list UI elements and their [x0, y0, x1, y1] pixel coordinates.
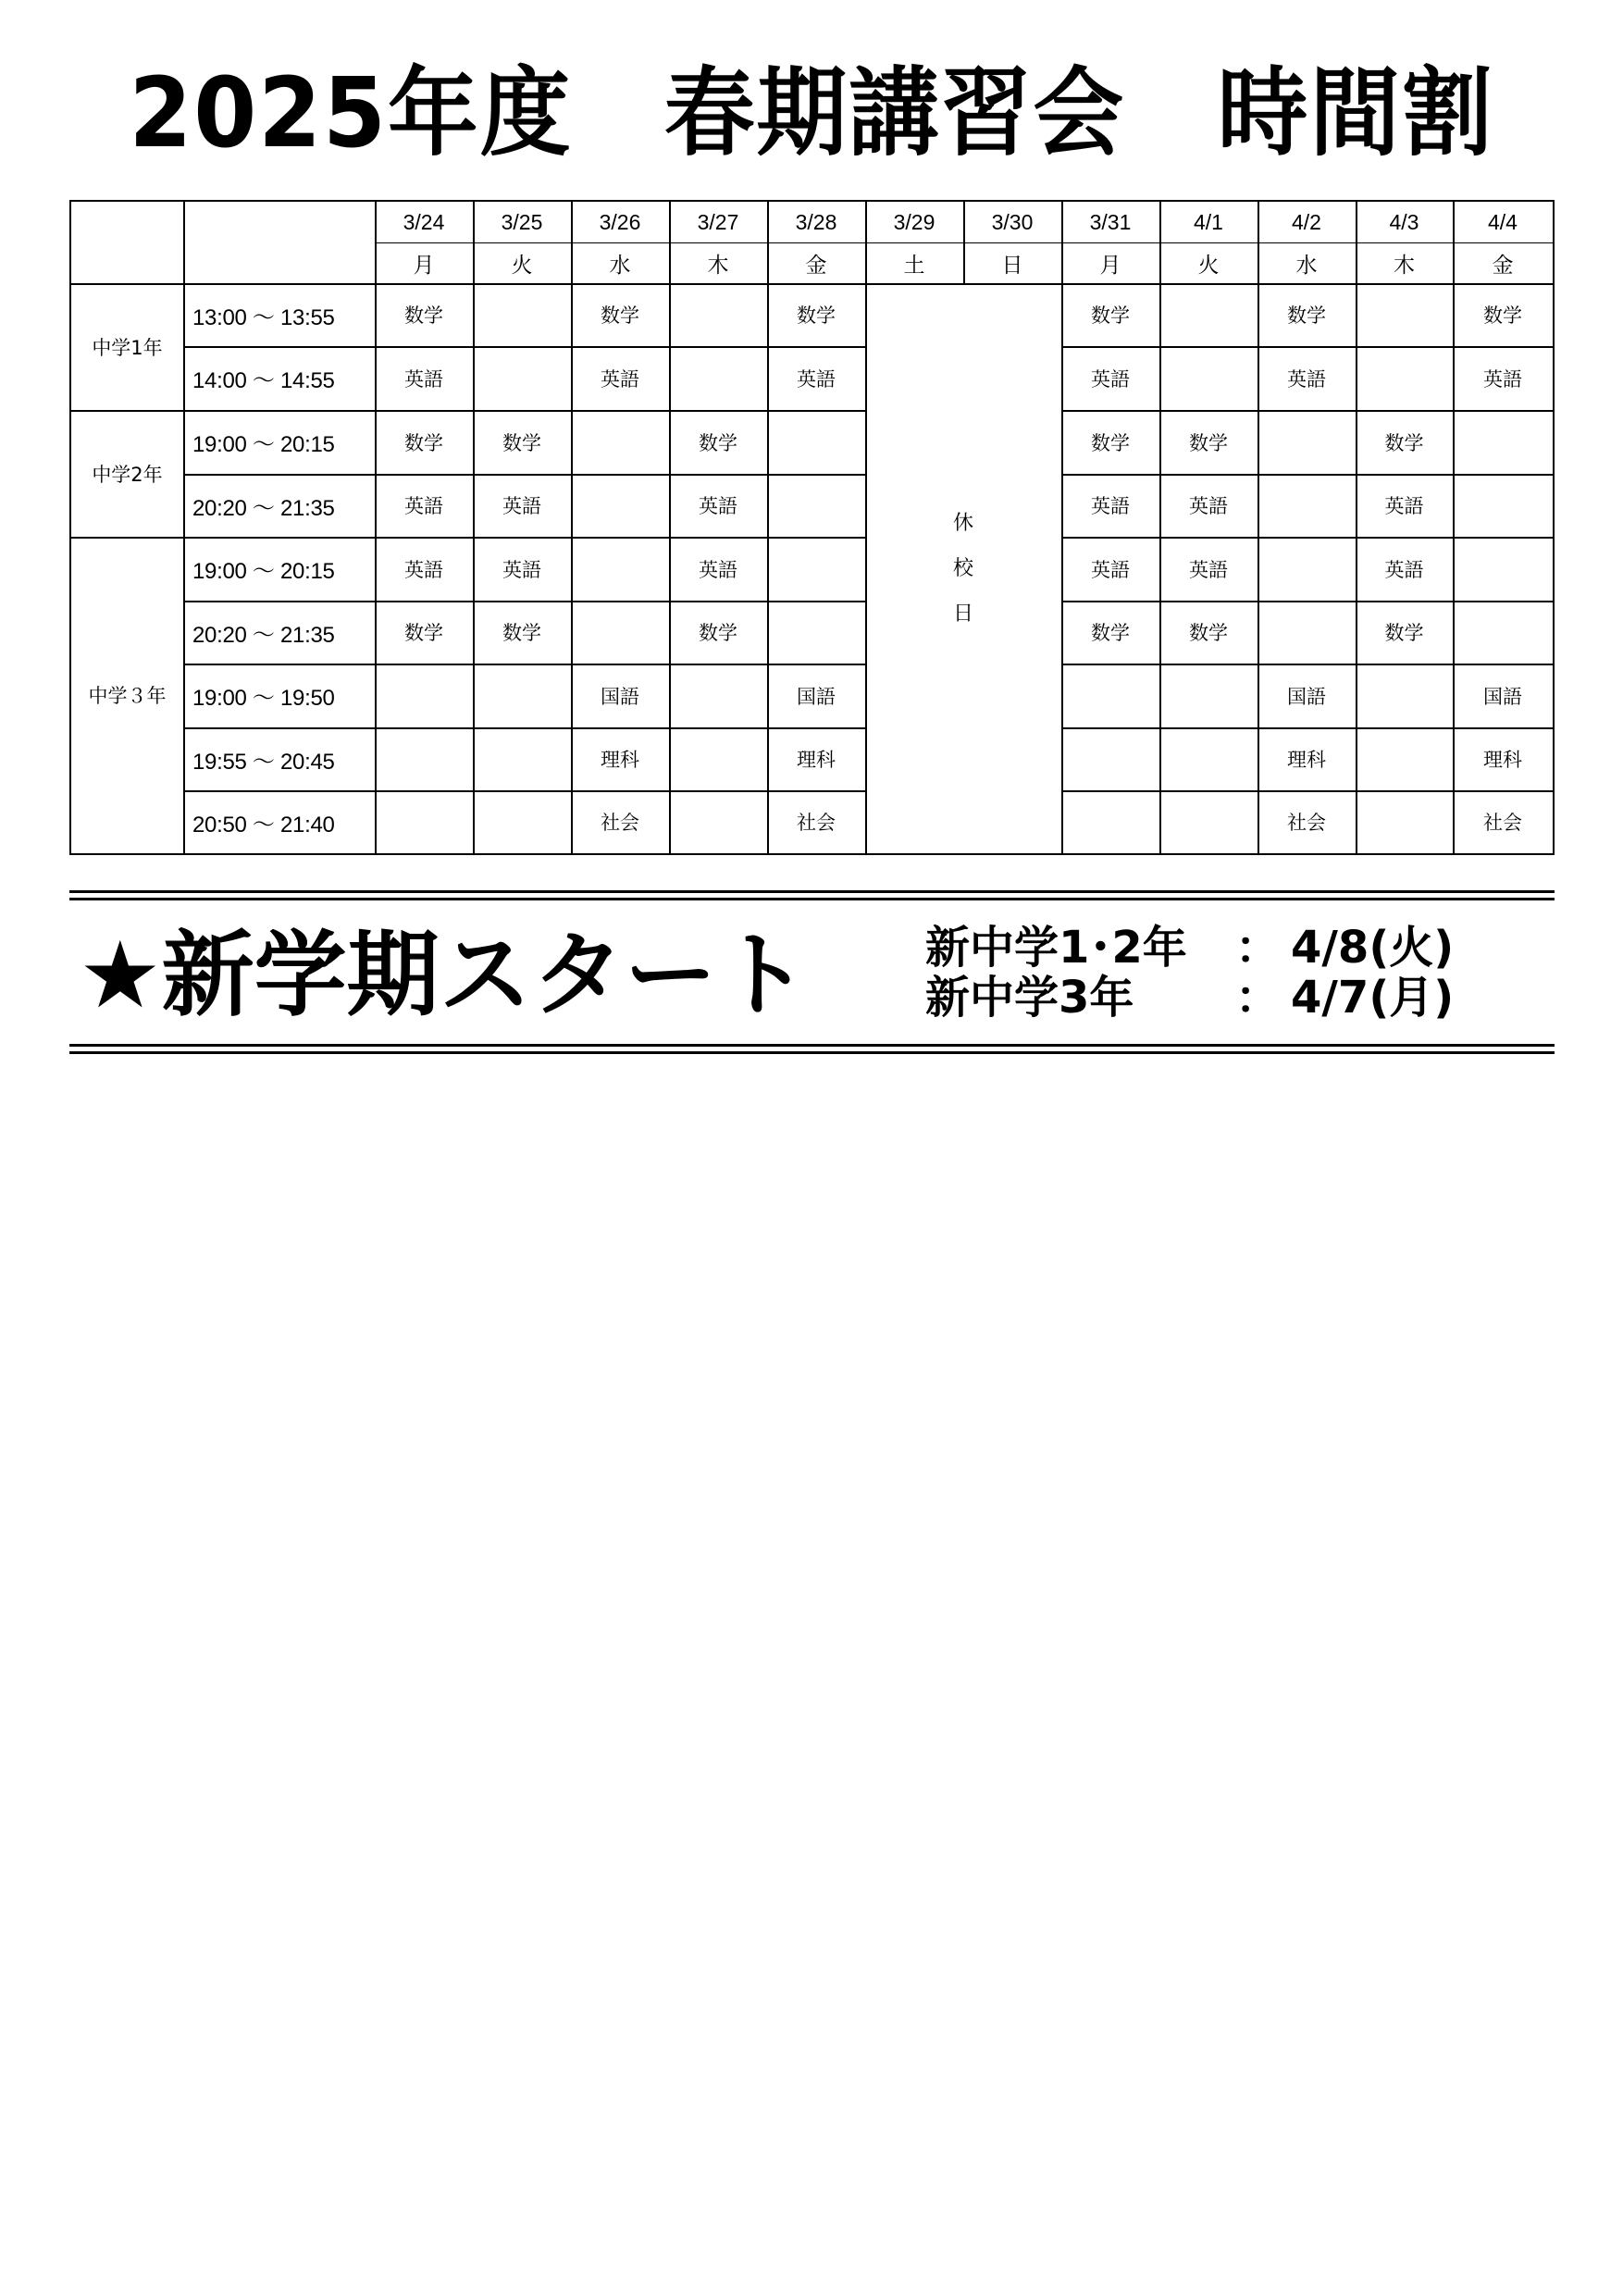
- banner-top-rule: [69, 890, 1555, 900]
- subject-cell: [767, 410, 865, 474]
- grid-hline: [183, 727, 865, 729]
- banner-bottom-rule: [69, 1044, 1555, 1054]
- subject-cell: [1258, 474, 1356, 537]
- subject-cell: 英語: [1287, 367, 1326, 391]
- subject-cell: 英語: [404, 367, 443, 391]
- subject-cell: 数学: [1091, 622, 1130, 644]
- closed-day-char: 日: [952, 602, 973, 626]
- time-slot: 14:00 ～ 14:55: [192, 368, 335, 393]
- subject-cell: 社会: [601, 812, 639, 834]
- subject-cell: 数学: [1091, 431, 1130, 454]
- subject-cell: 数学: [502, 431, 541, 454]
- subject-cell: 理科: [797, 749, 836, 771]
- weekday-header: 土: [903, 252, 925, 277]
- subject-cell: 数学: [1189, 622, 1228, 644]
- grid-vline: [571, 202, 573, 853]
- subject-cell: 数学: [1091, 304, 1130, 327]
- subject-cell: [473, 664, 571, 727]
- subject-cell: 数学: [502, 622, 541, 644]
- weekday-header: 水: [1295, 252, 1318, 277]
- subject-cell: 理科: [1483, 749, 1522, 771]
- date-header: 3/28: [795, 209, 837, 234]
- grid-hline: [183, 601, 865, 602]
- start-date-grade3: 4/7(月): [1291, 972, 1455, 1024]
- subject-cell: [1356, 727, 1453, 790]
- weekday-header: 日: [1001, 252, 1023, 277]
- grid-vline: [183, 202, 185, 853]
- subject-cell: [571, 410, 669, 474]
- subject-cell: 社会: [797, 812, 836, 834]
- subject-cell: [1453, 410, 1553, 474]
- grid-hline: [71, 410, 865, 412]
- grid-vline: [1356, 202, 1357, 853]
- grid-hline: [1061, 410, 1553, 412]
- grid-hline: [183, 474, 865, 476]
- time-slot: 13:00 ～ 13:55: [192, 304, 335, 330]
- subject-cell: 国語: [797, 685, 836, 708]
- closed-day-block: [865, 283, 1061, 853]
- subject-cell: 英語: [1189, 495, 1228, 517]
- grid-hline: [183, 664, 865, 665]
- subject-cell: [669, 790, 767, 853]
- subject-cell: [473, 346, 571, 410]
- subject-cell: [1453, 537, 1553, 601]
- start-sep-grade3: ：: [1235, 972, 1281, 1024]
- subject-cell: 英語: [1091, 558, 1130, 581]
- grid-hline: [1061, 601, 1553, 602]
- subject-cell: [1453, 601, 1553, 664]
- grid-hline: [1061, 537, 1553, 539]
- date-header: 4/4: [1488, 209, 1518, 234]
- subject-cell: [375, 790, 473, 853]
- grid-hline: [183, 346, 865, 348]
- subject-cell: 英語: [1189, 558, 1228, 581]
- subject-cell: 数学: [1189, 431, 1228, 454]
- schedule-table: [69, 200, 1555, 855]
- grid-vline: [1453, 202, 1455, 853]
- subject-cell: [1061, 664, 1159, 727]
- grid-hline: [1061, 346, 1553, 348]
- time-slot: 19:00 ～ 20:15: [192, 432, 335, 457]
- grid-vline: [375, 202, 377, 853]
- grid-vline: [669, 202, 671, 853]
- subject-cell: [571, 474, 669, 537]
- subject-cell: 数学: [404, 304, 443, 327]
- grid-hline: [375, 242, 1553, 243]
- subject-cell: [473, 283, 571, 346]
- subject-cell: 国語: [601, 685, 639, 708]
- subject-cell: 英語: [502, 558, 541, 581]
- subject-cell: [1159, 283, 1258, 346]
- subject-cell: [1356, 346, 1453, 410]
- subject-cell: [669, 664, 767, 727]
- subject-cell: [1159, 346, 1258, 410]
- subject-cell: [767, 601, 865, 664]
- subject-cell: 数学: [601, 304, 639, 327]
- new-term-banner: [69, 890, 1555, 1057]
- closed-day-char: 休: [952, 511, 973, 535]
- subject-cell: [1061, 790, 1159, 853]
- subject-cell: 数学: [1384, 431, 1424, 454]
- weekday-header: 火: [1197, 252, 1220, 277]
- time-slot: 19:55 ～ 20:45: [192, 749, 335, 775]
- date-header: 4/3: [1389, 209, 1419, 234]
- subject-cell: 英語: [1384, 558, 1424, 581]
- subject-cell: [669, 727, 767, 790]
- grade-label: 中学３年: [88, 685, 167, 707]
- date-header: 3/24: [403, 209, 445, 234]
- closed-day-char: 校: [952, 556, 973, 580]
- subject-cell: [1258, 601, 1356, 664]
- time-slot: 20:20 ～ 21:35: [192, 622, 335, 648]
- subject-cell: 数学: [699, 431, 737, 454]
- subject-cell: [1356, 283, 1453, 346]
- subject-cell: 英語: [404, 495, 443, 517]
- grid-hline: [1061, 727, 1553, 729]
- subject-cell: 英語: [797, 367, 836, 391]
- grid-vline: [1258, 202, 1259, 853]
- subject-cell: 英語: [699, 495, 737, 517]
- grid-hline: [71, 537, 865, 539]
- time-slot: 20:20 ～ 21:35: [192, 495, 335, 521]
- start-label-grade12: 新中学1･2年: [925, 922, 1187, 974]
- subject-cell: [1159, 790, 1258, 853]
- weekday-header: 月: [1099, 252, 1121, 277]
- weekday-header: 火: [511, 252, 533, 277]
- subject-cell: 英語: [699, 558, 737, 581]
- subject-cell: [669, 283, 767, 346]
- date-header: 3/31: [1089, 209, 1132, 234]
- start-label-grade3: 新中学3年: [925, 972, 1134, 1024]
- subject-cell: [375, 664, 473, 727]
- page-title: 2025年度 春期講習会 時間割: [129, 56, 1494, 169]
- grid-hline: [71, 283, 1553, 285]
- subject-cell: 数学: [404, 622, 443, 644]
- date-header: 3/27: [697, 209, 739, 234]
- subject-cell: 理科: [601, 749, 639, 771]
- subject-cell: 数学: [404, 431, 443, 454]
- start-sep-grade12: ：: [1235, 922, 1281, 974]
- weekday-header: 木: [1394, 252, 1415, 277]
- grid-vline: [767, 202, 769, 853]
- grid-hline: [1061, 664, 1553, 665]
- subject-cell: 英語: [404, 558, 443, 581]
- date-header: 3/25: [501, 209, 543, 234]
- subject-cell: [1453, 474, 1553, 537]
- subject-cell: [1159, 664, 1258, 727]
- subject-cell: 数学: [699, 622, 737, 644]
- subject-cell: 英語: [1091, 367, 1130, 391]
- weekday-header: 月: [413, 252, 435, 277]
- subject-cell: 社会: [1483, 812, 1522, 834]
- subject-cell: 数学: [1483, 304, 1522, 327]
- subject-cell: [571, 601, 669, 664]
- subject-cell: [571, 537, 669, 601]
- subject-cell: [375, 727, 473, 790]
- subject-cell: 数学: [1384, 622, 1424, 644]
- subject-cell: 数学: [1287, 304, 1326, 327]
- subject-cell: [1258, 537, 1356, 601]
- subject-cell: [1258, 410, 1356, 474]
- date-header: 4/1: [1194, 209, 1223, 234]
- weekday-header: 金: [1492, 252, 1514, 277]
- weekday-header: 金: [805, 252, 827, 277]
- subject-cell: 英語: [502, 495, 541, 517]
- time-slot: 20:50 ～ 21:40: [192, 812, 335, 838]
- subject-cell: [1061, 727, 1159, 790]
- subject-cell: 英語: [601, 367, 639, 391]
- subject-cell: 英語: [1091, 495, 1130, 517]
- subject-cell: [767, 474, 865, 537]
- subject-cell: 英語: [1483, 367, 1522, 391]
- subject-cell: [473, 790, 571, 853]
- grid-hline: [1061, 474, 1553, 476]
- subject-cell: [669, 346, 767, 410]
- grid-hline: [183, 790, 865, 792]
- time-slot: 19:00 ～ 20:15: [192, 559, 335, 584]
- date-header: 3/29: [893, 209, 935, 234]
- subject-cell: 理科: [1287, 749, 1326, 771]
- grid-vline: [1159, 202, 1161, 853]
- grid-vline: [1061, 202, 1063, 853]
- date-header: 4/2: [1292, 209, 1321, 234]
- grid-vline: [473, 202, 475, 853]
- subject-cell: 英語: [1384, 495, 1424, 517]
- weekday-header: 水: [609, 252, 631, 277]
- subject-cell: 国語: [1287, 685, 1326, 708]
- grade-label: 中学1年: [92, 336, 163, 359]
- subject-cell: 社会: [1287, 812, 1326, 834]
- subject-cell: [1159, 727, 1258, 790]
- subject-cell: [767, 537, 865, 601]
- date-header: 3/30: [991, 209, 1034, 234]
- time-slot: 19:00 ～ 19:50: [192, 686, 335, 711]
- start-date-grade12: 4/8(火): [1291, 922, 1455, 974]
- weekday-header: 木: [707, 252, 729, 277]
- subject-cell: 数学: [797, 304, 836, 327]
- banner-headline: ★新学期スタート: [79, 921, 810, 1029]
- grade-label: 中学2年: [92, 463, 163, 486]
- grid-vline: [865, 202, 867, 853]
- grid-hline: [1061, 790, 1553, 792]
- subject-cell: [1356, 790, 1453, 853]
- subject-cell: [1356, 664, 1453, 727]
- subject-cell: 国語: [1483, 685, 1522, 708]
- date-header: 3/26: [599, 209, 641, 234]
- subject-cell: [473, 727, 571, 790]
